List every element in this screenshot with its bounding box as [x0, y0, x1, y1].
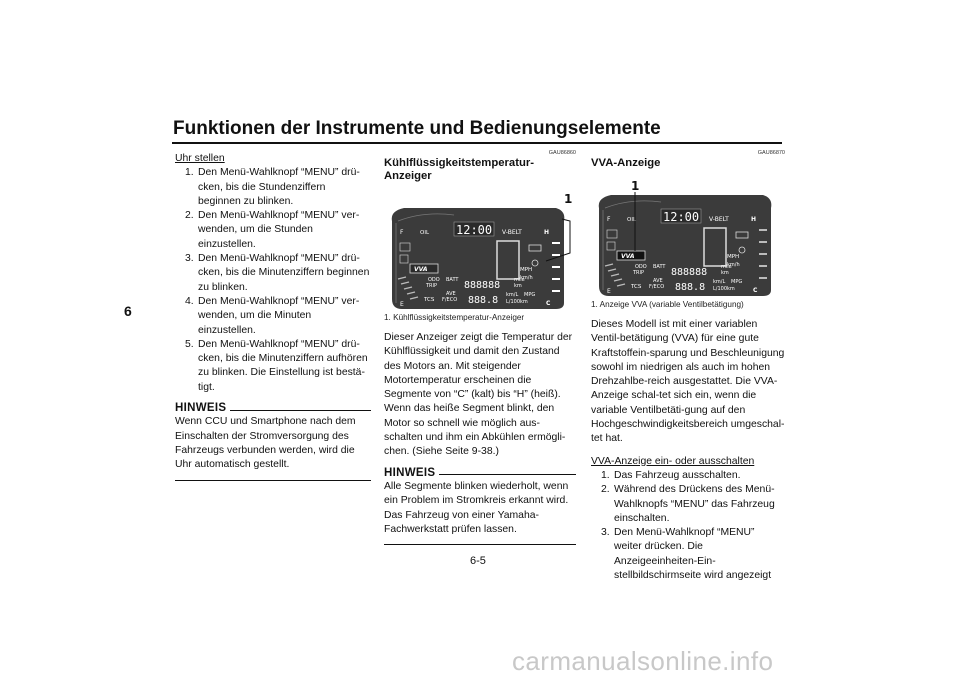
- note-label: HINWEIS: [175, 402, 227, 415]
- step-number: 5.: [185, 338, 194, 350]
- chapter-number: 6: [124, 303, 132, 319]
- l100km-label: L/100km: [713, 286, 735, 292]
- note-label: HINWEIS: [384, 466, 436, 479]
- batt-label: BATT: [446, 277, 459, 283]
- section-title-vva: VVA-Anzeige: [591, 157, 661, 169]
- ave-label: AVE: [446, 291, 456, 297]
- mpg-label: MPG: [731, 279, 743, 285]
- odo-digits: 888888: [464, 280, 501, 291]
- note-text: Alle Segmente blinken wiederholt, wenn ein Problem im Stromkreis erkannt wird. Das Fahrzeug von einer Yamaha-Fachwerkstatt prüfen lassen.: [384, 480, 569, 535]
- step-number: 3.: [185, 253, 194, 265]
- trip-label: TRIP: [633, 270, 645, 276]
- step-text: Den Menü-Wahlknopf “MENU” weiter drücken. Die Anzeigeeinheiten-Ein-stellbildschirmseite wird angezeigt: [614, 527, 772, 582]
- body-text: Dieser Anzeiger zeigt die Temperatur der Kühlflüssigkeit und damit den Zustand des Motors an. Mit steigender Motortemperatur erscheinen die Segmente von “C” (kalt) bis “H” (heiß). Wenn das heiße Segment blinkt, den Motor so schnell wie möglich aus-schalten und ihm ein Abkühlen ermögli-chen. (Siehe Seite 9-38.): [384, 332, 573, 458]
- kmh-label: km/h: [727, 262, 740, 268]
- watermark: carmanualsonline.info: [512, 646, 774, 676]
- vva-steps: [591, 469, 785, 583]
- list-item: [175, 295, 371, 338]
- column-3: [591, 152, 785, 583]
- header-rule: [172, 142, 782, 144]
- vva-label: VVA: [621, 253, 635, 260]
- tcs-label: TCS: [424, 297, 435, 303]
- mile-label: mile: [514, 277, 525, 283]
- note-rule: [230, 410, 371, 411]
- mph-label: MPH: [520, 267, 533, 273]
- kml-label: km/L: [506, 292, 519, 298]
- step-number: 3.: [601, 527, 610, 539]
- vbelt-label: V-BELT: [709, 216, 729, 223]
- subheading-clock: Uhr stellen: [175, 153, 225, 164]
- l100km-label: L/100km: [506, 299, 528, 305]
- ave-label: AVE: [653, 278, 663, 284]
- mpg-label: MPG: [524, 292, 536, 298]
- batt-label: BATT: [653, 264, 666, 270]
- km-label: km: [514, 283, 522, 289]
- odo-digits: 888888: [671, 267, 708, 278]
- step-text: Den Menü-Wahlknopf “MENU” ver-wenden, um die Minuten einzustellen.: [198, 295, 360, 336]
- step-number: 2.: [185, 210, 194, 222]
- temp-hot-label: H: [544, 229, 550, 236]
- mile-label: mile: [721, 264, 732, 270]
- temp-hot-label: H: [751, 216, 757, 223]
- note-text: Wenn CCU und Smartphone nach dem Einschalten der Stromversorgung des Fahrzeugs verbunden werden, wird die Uhr automatisch gestellt.: [175, 416, 356, 471]
- fuel-empty-label: E: [607, 288, 611, 295]
- callout-number: 1: [564, 192, 573, 206]
- page-title: Funktionen der Instrumente und Bedienungselemente: [173, 118, 661, 139]
- mph-label: MPH: [727, 254, 740, 260]
- step-text: Das Fahrzeug ausschalten.: [614, 469, 741, 481]
- fuel-full-label: F: [400, 229, 404, 236]
- list-item: [175, 338, 371, 395]
- step-number: 2.: [601, 484, 610, 496]
- fuel-full-label: F: [607, 216, 611, 223]
- step-text: Den Menü-Wahlknopf “MENU” ver-wenden, um die Stunden einzustellen.: [198, 210, 360, 250]
- note-heading: [384, 466, 576, 480]
- odo-label: ODO: [635, 264, 647, 270]
- list-item: [591, 483, 785, 526]
- eco-digits: 888.8: [468, 295, 499, 306]
- note-heading: [175, 401, 371, 415]
- km-label: km: [721, 270, 729, 276]
- list-item: [175, 166, 371, 209]
- trip-label: TRIP: [426, 283, 438, 289]
- column-1: [175, 152, 371, 481]
- body-text: Dieses Modell ist mit einer variablen Ventil-betätigung (VVA) für eine gute Kraftstoffein-sparung und Beschleunigung sowohl im niedrigen als auch im hohen Drehzahlbe-reich ausgestattet. Die VVA-Anzeige schal-tet sich ein, wenn die variable Ventilbetäti-gung auf den Hochgeschwindigkeitsbereich umgeschal-tet hat.: [591, 319, 785, 445]
- clock-steps: [175, 166, 371, 395]
- feco-label: F/ECO: [649, 284, 665, 290]
- clock-digits: 12:00: [663, 210, 700, 224]
- page-number: 6-5: [470, 555, 486, 567]
- step-text: Während des Drückens des Menü-Wahlknopfs “MENU” das Fahrzeug einschalten.: [614, 484, 775, 524]
- list-item: [175, 252, 371, 295]
- vbelt-label: V-BELT: [502, 229, 522, 236]
- oil-label: OIL: [420, 230, 430, 236]
- step-number: 1.: [601, 469, 610, 481]
- note-end-rule: [175, 480, 371, 481]
- note-rule: [439, 474, 576, 475]
- section-code: GAU86870: [757, 150, 785, 156]
- column-2: [384, 152, 576, 545]
- note-end-rule: [384, 544, 576, 545]
- step-text: Den Menü-Wahlknopf “MENU” drü-cken, bis die Minutenziffern beginnen zu blinken.: [198, 253, 370, 293]
- step-number: 4.: [185, 295, 194, 307]
- step-number: 1.: [185, 167, 194, 179]
- odo-label: ODO: [428, 277, 440, 283]
- temp-cold-label: C: [546, 300, 551, 307]
- kml-label: km/L: [713, 279, 726, 285]
- kmh-label: km/h: [520, 275, 533, 281]
- list-item: [591, 526, 785, 583]
- vva-dashboard-illustration: [591, 178, 781, 298]
- temp-cold-label: C: [753, 287, 758, 294]
- step-text: Den Menü-Wahlknopf “MENU” drü-cken, bis die Stundenziffern beginnen zu blinken.: [198, 167, 360, 207]
- figure-caption: 1. Anzeige VVA (variable Ventilbetätigung): [591, 300, 744, 309]
- fuel-empty-label: E: [400, 301, 404, 308]
- eco-digits: 888.8: [675, 282, 706, 293]
- callout-number: 1: [631, 179, 640, 193]
- oil-label: OIL: [627, 217, 637, 223]
- subheading-vva-toggle: VVA-Anzeige ein- oder ausschalten: [591, 455, 755, 467]
- section-code: GAU86860: [548, 150, 576, 156]
- step-text: Den Menü-Wahlknopf “MENU” drü-cken, bis die Minutenziffern aufhören zu blinken. Die Einstellung ist bestä-tigt.: [198, 338, 368, 393]
- chapter-tab: [119, 168, 141, 368]
- list-item: [591, 469, 785, 483]
- coolant-dashboard-illustration: [384, 191, 574, 311]
- figure-caption: 1. Kühlflüssigkeitstemperatur-Anzeiger: [384, 313, 525, 322]
- section-title-coolant: Kühlflüssigkeitstemperatur-Anzeiger: [384, 157, 535, 182]
- tcs-label: TCS: [631, 284, 642, 290]
- vva-label: VVA: [414, 266, 428, 273]
- list-item: [175, 209, 371, 252]
- feco-label: F/ECO: [442, 297, 458, 303]
- clock-digits: 12:00: [456, 223, 493, 237]
